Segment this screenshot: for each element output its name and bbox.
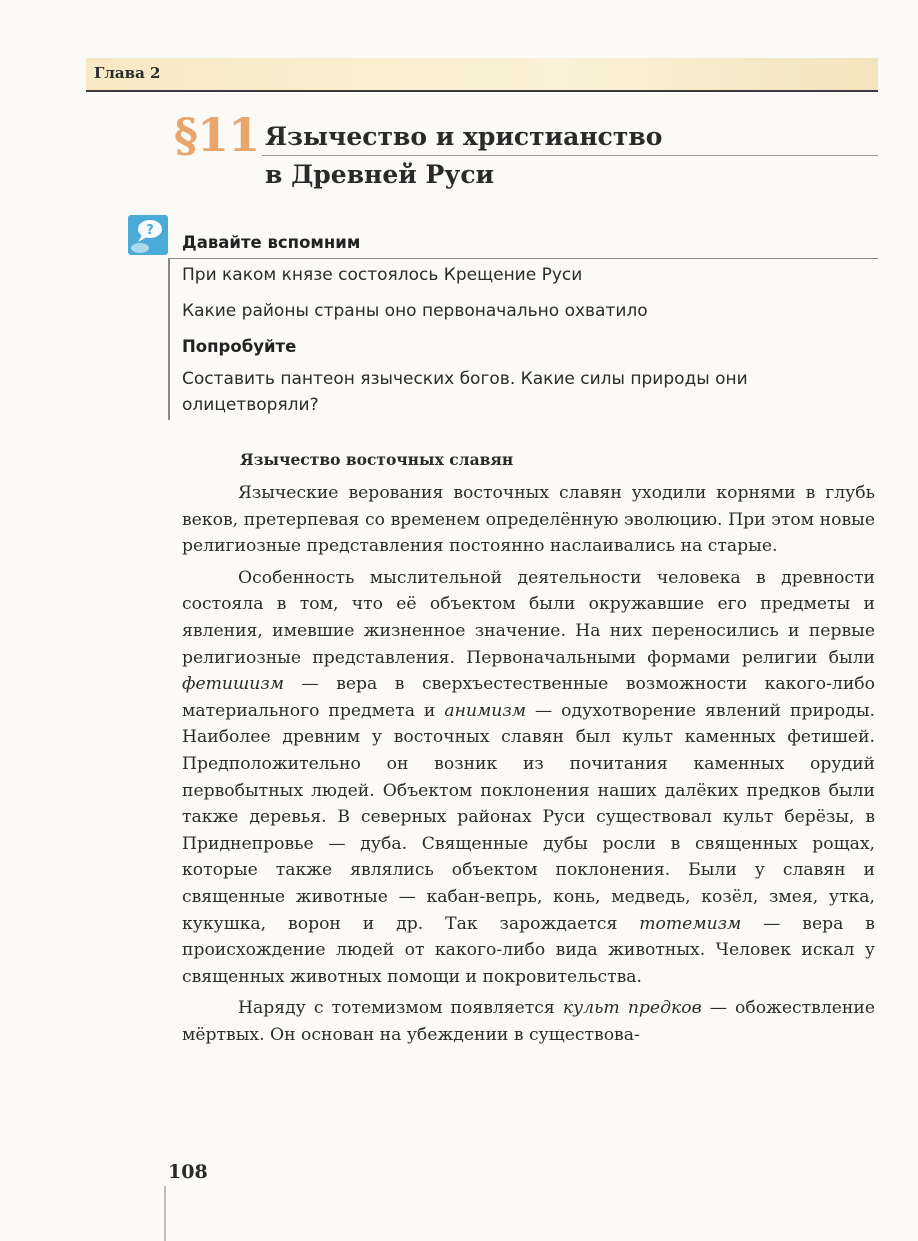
paragraph-2 [182, 565, 875, 991]
chapter-label: Глава 2 [94, 64, 161, 82]
paragraph-3-part-a: Наряду с тотемизмом появляется [238, 998, 563, 1019]
paragraph-1: Языческие верования восточных славян уходили корнями в глубь веков, претерпевая со временем определённую эволюцию. При этом новые религиозные представления постоянно наслаивались на старые. [182, 483, 875, 557]
body-text [182, 480, 875, 1053]
recall-question-2: Какие районы страны оно первоначально охватило [182, 301, 648, 321]
page-number: 108 [168, 1161, 208, 1183]
title-line-1: Язычество и христианство [265, 122, 663, 151]
recall-box-left-rule [168, 258, 170, 420]
svg-text:?: ? [146, 223, 154, 238]
header-band [86, 58, 878, 90]
title-line-2: в Древней Руси [265, 160, 495, 189]
try-heading: Попробуйте [182, 337, 297, 356]
paragraph-3 [182, 995, 875, 1048]
term-totemism: тотемизм [639, 913, 742, 934]
page-title [265, 118, 845, 194]
paragraph-3-part-b: — обожествление мёртвых. Он основан на убеждении в существова- [182, 998, 876, 1045]
term-animism: анимизм [444, 700, 526, 721]
question-icon [128, 215, 168, 255]
term-fetishism: фетишизм [182, 674, 284, 695]
recall-question-1: При каком князе состоялось Крещение Руси [182, 265, 583, 285]
recall-box-top-rule [168, 258, 878, 259]
paragraph-number: §11 [174, 108, 260, 162]
recall-heading: Давайте вспомним [182, 233, 361, 252]
paragraph-2-part-b: — вера в сверхъестественные возможности какого-либо материального предмета и [182, 674, 875, 721]
section-heading: Язычество восточных славян [240, 450, 514, 469]
title-rule [262, 155, 878, 156]
paragraph-2-part-a: Особенность мыслительной деятельности человека в древности состояла в том, что её объектом были окружавшие его предметы и явления, имевшие жизненное значение. На них переносились и первые религиозные представления. Первоначальными формами религии были [182, 567, 875, 668]
term-ancestor-cult: культ предков [562, 998, 702, 1019]
header-rule [86, 90, 878, 92]
footer-rule [164, 1186, 166, 1241]
paragraph-2-part-c: — одухотворение явлений природы. Наиболее древним у восточных славян был культ каменных фетишей. Предположительно он возник из почитания каменных орудий первобытных людей. Объектом поклонения наших далёких предков были также деревья. В северных районах Руси существовал культ берёзы, в Приднепровье — дуба. Священные дубы росли в священных рощах, которые также являлись объектом поклонения. Были у славян и священные животные — кабан-вепрь, конь, медведь, козёл, змея, утка, кукушка, ворон и др. Так зарождается [182, 700, 875, 934]
paragraph-2-part-d: — вера в происхождение людей от какого-либо вида животных. Человек искал у священных животных помощи и покровительства. [182, 913, 875, 987]
try-text: Составить пантеон языческих богов. Какие силы природы они олицетворяли? [182, 369, 748, 415]
